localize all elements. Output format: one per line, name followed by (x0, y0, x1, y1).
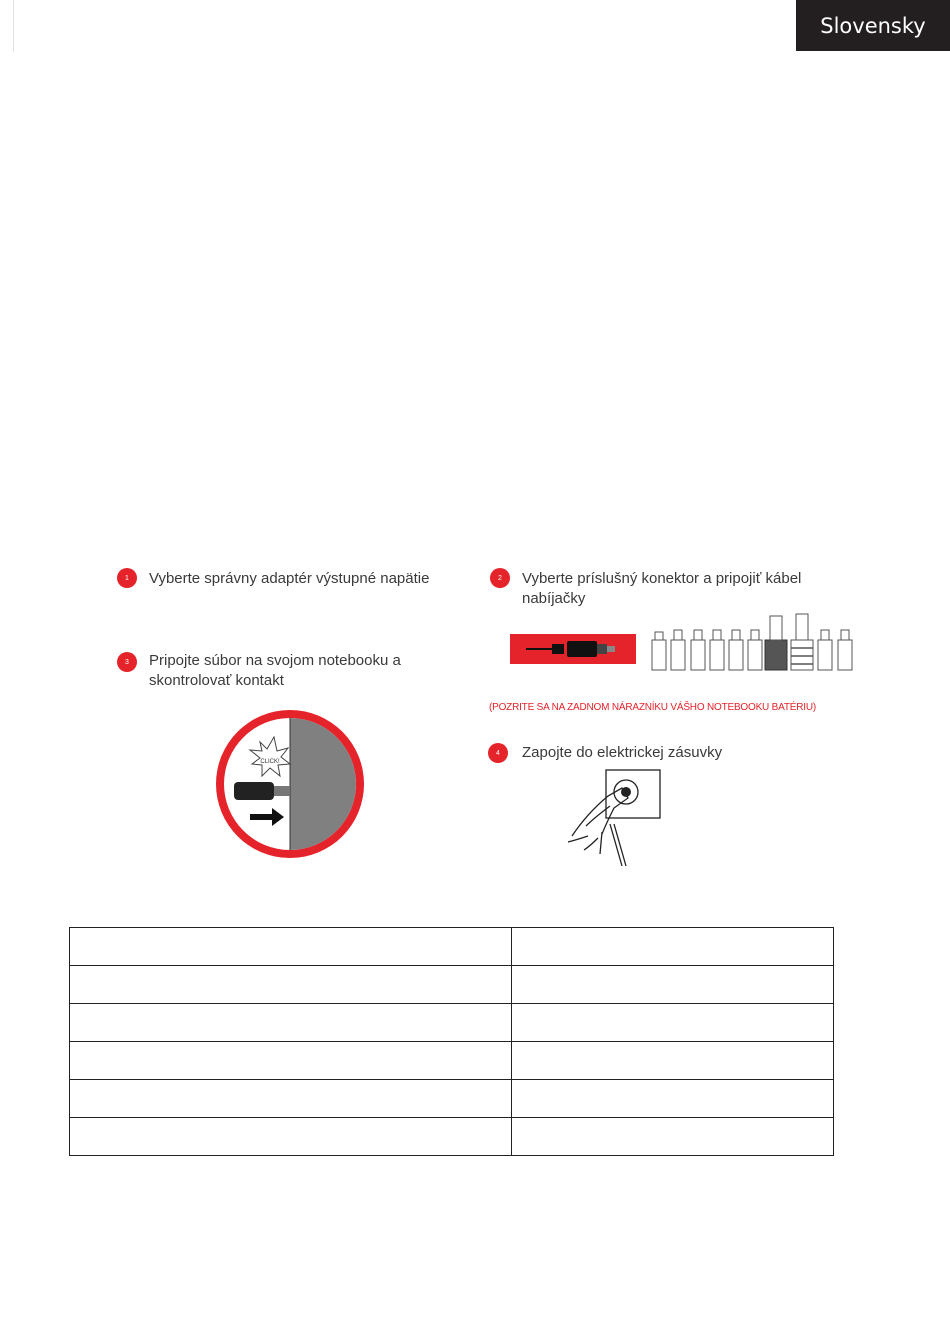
table-cell (70, 928, 512, 966)
step-3-text: Pripojte súbor na svojom notebooku a skontrolovať kontakt (149, 652, 401, 689)
table-cell (512, 1118, 834, 1156)
table-cell (512, 928, 834, 966)
language-tab: Slovensky (796, 0, 950, 51)
notebook-connect-illustration (210, 704, 370, 864)
table-row (70, 1042, 834, 1080)
table-row (70, 966, 834, 1004)
step-4-text: Zapojte do elektrickej zásuvky (522, 744, 723, 761)
table-cell (70, 1118, 512, 1156)
table-cell (512, 1042, 834, 1080)
table-row (70, 1004, 834, 1042)
step-4-badge: 4 (488, 743, 508, 763)
table-cell (512, 1004, 834, 1042)
step-1-text: Vyberte správny adaptér výstupné napätie (149, 570, 430, 587)
step-2-badge: 2 (490, 568, 510, 588)
wall-socket-illustration (566, 766, 666, 870)
table-cell (512, 966, 834, 1004)
table-cell (70, 1080, 512, 1118)
connector-note: (POZRITE SA NA ZADNOM NÁRAZNÍKU VÁŠHO NOTEBOOKU BATÉRIU) (489, 702, 816, 713)
connector-tips-illustration (650, 612, 855, 672)
adapter-plug-illustration (510, 634, 636, 664)
table-row (70, 928, 834, 966)
page-edge-line (13, 0, 14, 52)
table-row (70, 1080, 834, 1118)
table-cell (70, 1042, 512, 1080)
table-cell (70, 966, 512, 1004)
table-cell (512, 1080, 834, 1118)
click-label: CLICK! (260, 759, 280, 765)
table-row (70, 1118, 834, 1156)
step-1-badge: 1 (117, 568, 137, 588)
table-cell (70, 1004, 512, 1042)
specs-table (69, 927, 834, 1156)
step-3-badge: 3 (117, 652, 137, 672)
step-2-text: Vyberte príslušný konektor a pripojiť kábel nabíjačky (522, 570, 802, 607)
